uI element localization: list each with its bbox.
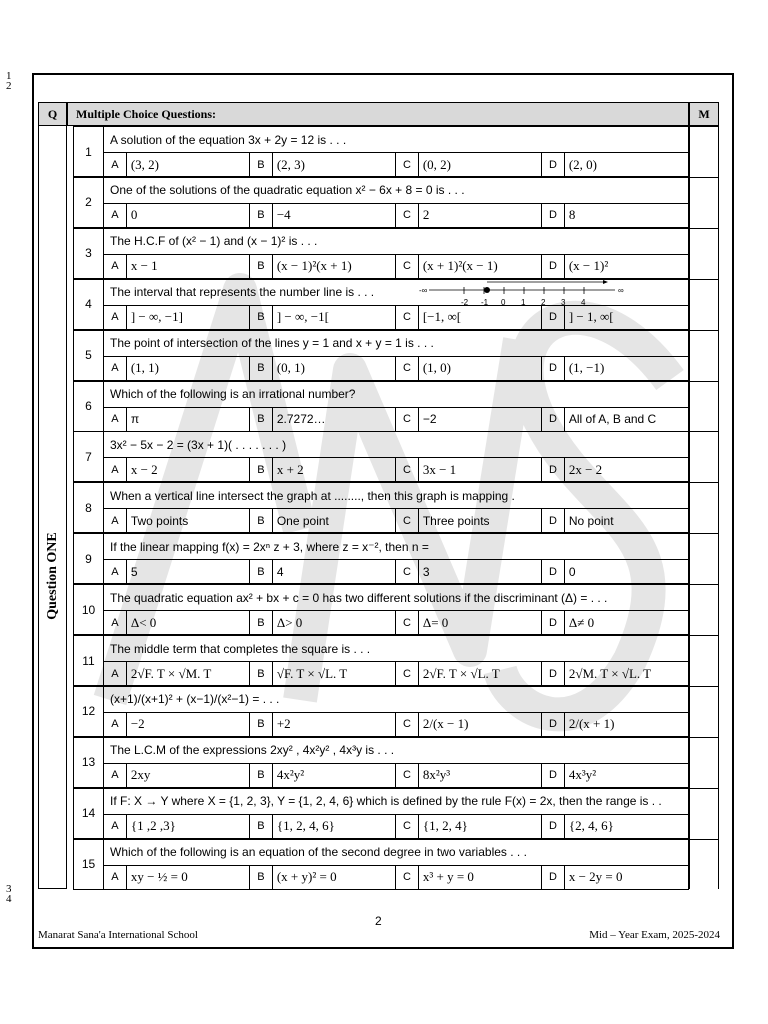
option-letter: C [396,306,419,329]
question-stem: (x+1)/(x+1)² + (x−1)/(x²−1) = . . . [104,686,689,712]
option-value[interactable]: ] − ∞, −1[ [273,306,396,329]
number-line-tick-label: 3 [561,298,566,307]
number-line-right-label: ∞ [618,286,624,295]
options-row [104,152,689,177]
option-letter: B [250,153,273,176]
option-value[interactable]: 4x²y² [273,764,396,787]
mark-cell [689,126,719,177]
option-value[interactable]: All of A, B and C [568,412,657,426]
question-stem: The middle term that completes the square is . . . [104,635,689,661]
option-value[interactable]: xy − ½ = 0 [127,866,250,889]
question-row [73,177,719,228]
question-row [73,839,719,890]
option-value[interactable]: x − 2 [127,458,250,481]
option-letter: B [250,713,273,736]
option-letter: B [250,815,273,838]
option-value[interactable]: −2 [127,713,250,736]
margin-mark-2: 2 [6,80,12,92]
option-value[interactable]: Δ< 0 [127,611,250,634]
question-stem: 3x² − 5x − 2 = (3x + 1)( . . . . . . . ) [104,431,689,457]
option-value[interactable]: {1, 2, 4, 6} [273,815,396,838]
option-letter: A [104,306,127,329]
margin-mark-1: 1 [6,70,12,82]
mark-cell [689,533,719,584]
option-value[interactable]: (1, 0) [419,357,542,380]
option-value[interactable]: 2.7272… [273,408,396,431]
question-row [73,737,719,788]
options-row [104,457,689,482]
option-value[interactable]: No point [568,513,614,528]
option-value[interactable]: (2, 3) [273,153,396,176]
mark-cell [689,635,719,686]
option-value[interactable]: 2/(x − 1) [419,713,542,736]
option-letter: B [250,306,273,329]
option-letter: C [396,357,419,380]
mark-cell [689,381,719,432]
margin-mark-3: 3 [6,883,12,895]
option-letter: A [104,204,127,227]
option-value[interactable]: x − 2y = 0 [568,869,623,885]
option-value[interactable]: Three points [419,509,542,532]
mark-cell [689,788,719,839]
option-value[interactable]: 2 [419,204,542,227]
option-letter: D [542,204,565,227]
question-row [73,686,719,737]
option-value[interactable]: (1, 1) [127,357,250,380]
options-row [104,559,689,584]
number-line-tick-label: 4 [581,298,586,307]
option-letter: B [250,408,273,431]
question-number: 11 [73,635,104,686]
options-row [104,763,689,788]
question-stem: Which of the following is an equation of the second degree in two variables . . . [104,839,689,865]
option-letter: C [396,713,419,736]
option-letter: A [104,866,127,889]
options-row [104,254,689,279]
option-value[interactable]: π [127,408,250,431]
option-letter: C [396,764,419,787]
footer-exam: Mid – Year Exam, 2025-2024 [589,929,720,941]
option-letter: A [104,662,127,685]
option-letter: A [104,509,127,532]
question-number: 2 [73,177,104,228]
header-m: M [698,106,710,121]
option-letter: A [104,815,127,838]
option-letter: D [542,560,565,583]
option-value[interactable]: x − 1 [127,255,250,278]
option-value[interactable]: 0 [127,204,250,227]
option-letter: D [542,815,565,838]
option-value[interactable]: (0, 2) [419,153,542,176]
options-row [104,203,689,228]
option-letter: A [104,153,127,176]
option-letter: C [396,458,419,481]
option-letter: A [104,713,127,736]
option-value[interactable]: 8 [568,207,576,223]
option-letter: B [250,204,273,227]
number-line-figure [415,279,630,311]
option-value[interactable]: 2x − 2 [568,461,603,477]
option-value[interactable]: {1 ,2 ,3} [127,815,250,838]
option-value[interactable]: 4x³y² [568,767,597,783]
option-letter: C [396,560,419,583]
mark-cell [689,737,719,788]
question-number: 4 [73,279,104,330]
header-title: Multiple Choice Questions: [76,106,216,121]
option-value[interactable]: {1, 2, 4} [419,815,542,838]
options-row [104,712,689,737]
options-row [104,814,689,839]
option-value[interactable]: 2xy [127,764,250,787]
options-row [104,356,689,381]
options-row [104,865,689,890]
section-column [38,126,67,889]
question-stem: A solution of the equation 3x + 2y = 12 is . . . [104,126,689,152]
question-row [73,381,719,432]
option-value[interactable]: 8x²y³ [419,764,542,787]
ray-arrow-icon [603,280,608,284]
option-value[interactable]: (1, −1) [568,360,605,376]
number-line-tick-label: -1 [481,298,489,307]
option-value[interactable]: √F. T × √L. T [273,662,396,685]
option-value[interactable]: (0, 1) [273,357,396,380]
option-letter: B [250,764,273,787]
option-value[interactable]: ] − ∞, −1] [127,306,250,329]
options-row [104,661,689,686]
question-number: 9 [73,533,104,584]
option-letter: D [542,458,565,481]
number-line-tick-label: 2 [541,298,546,307]
options-row [104,610,689,635]
option-value[interactable]: −2 [419,408,542,431]
footer-school: Manarat Sana'a International School [38,929,198,941]
question-number: 14 [73,788,104,839]
option-value[interactable]: 2/(x + 1) [568,716,615,732]
question-number: 7 [73,431,104,482]
question-stem: When a vertical line intersect the graph at ........, then this graph is mapping . [104,482,689,508]
question-number: 13 [73,737,104,788]
option-value[interactable]: {2, 4, 6} [568,818,614,834]
option-letter: D [542,764,565,787]
option-value[interactable]: Δ> 0 [273,611,396,634]
number-line-left-label: -∞ [419,286,428,295]
option-letter: C [396,611,419,634]
option-letter: B [250,866,273,889]
header-title-cell [67,102,689,126]
option-value[interactable]: ] − 1, ∞[ [568,309,614,325]
option-letter: D [542,357,565,380]
option-letter: A [104,357,127,380]
option-letter: D [542,713,565,736]
header-q: Q [47,106,58,121]
option-letter: D [542,866,565,889]
option-letter: D [542,153,565,176]
option-letter: A [104,611,127,634]
option-letter: B [250,611,273,634]
question-number: 5 [73,330,104,381]
option-letter: C [396,662,419,685]
mark-cell [689,228,719,279]
option-letter: B [250,509,273,532]
mark-cell [689,431,719,482]
option-value[interactable]: 3 [419,560,542,583]
option-value[interactable]: Two points [127,509,250,532]
option-letter: A [104,458,127,481]
option-letter: C [396,408,419,431]
option-letter: A [104,408,127,431]
options-row [104,407,689,432]
option-letter: A [104,560,127,583]
option-value[interactable]: x + 2 [273,458,396,481]
option-value[interactable]: 2√F. T × √L. T [419,662,542,685]
question-row [73,126,719,177]
mark-cell [689,686,719,737]
option-letter: B [250,458,273,481]
question-number: 8 [73,482,104,533]
question-number: 1 [73,126,104,177]
options-row [104,508,689,533]
option-letter: D [542,408,565,431]
mark-cell [689,177,719,228]
mark-cell [689,584,719,635]
option-value[interactable]: 4 [273,560,396,583]
option-letter: D [542,255,565,278]
option-letter: D [542,662,565,685]
option-letter: D [542,306,565,329]
question-row [73,788,719,839]
number-line-tick-label: 1 [521,298,526,307]
option-letter: B [250,662,273,685]
question-stem: If the linear mapping f(x) = 2xⁿ z + 3, where z = x⁻², then n = [104,533,689,559]
mark-cell [689,839,719,890]
question-number: 6 [73,381,104,432]
question-stem: If F: X → Y where X = {1, 2, 3}, Y = {1, 2, 4, 6} which is defined by the rule F(x) = 2x, then the range is . . [104,788,689,814]
page-number: 2 [375,914,382,928]
option-value[interactable]: 5 [127,560,250,583]
option-letter: C [396,509,419,532]
question-row [73,228,719,279]
option-letter: B [250,255,273,278]
option-value[interactable]: [−1, ∞[ [419,306,542,329]
question-row [73,635,719,686]
margin-mark-4: 4 [6,893,12,905]
option-value[interactable]: x³ + y = 0 [419,866,542,889]
option-value[interactable]: Δ= 0 [419,611,542,634]
option-value[interactable]: −4 [273,204,396,227]
header-m-cell [689,102,719,126]
question-stem: Which of the following is an irrational number? [104,381,689,407]
mark-cell [689,279,719,330]
question-stem: One of the solutions of the quadratic equation x² − 6x + 8 = 0 is . . . [104,177,689,203]
question-stem: The H.C.F of (x² − 1) and (x − 1)² is . . . [104,228,689,254]
question-row [73,330,719,381]
option-letter: C [396,815,419,838]
option-letter: C [396,153,419,176]
question-stem: The point of intersection of the lines y = 1 and x + y = 1 is . . . [104,330,689,356]
question-row [73,431,719,482]
option-value[interactable]: (x − 1)²(x + 1) [273,255,396,278]
question-number: 15 [73,839,104,890]
header-q-cell [38,102,67,126]
question-number: 10 [73,584,104,635]
option-letter: D [542,509,565,532]
question-number: 12 [73,686,104,737]
number-line-tick-label: -2 [461,298,469,307]
mark-cell [689,330,719,381]
option-value[interactable]: 0 [568,564,576,579]
question-stem: The quadratic equation ax² + bx + c = 0 has two different solutions if the discriminant (Δ) = . . . [104,584,689,610]
option-value[interactable]: Δ≠ 0 [568,614,595,630]
question-stem: The L.C.M of the expressions 2xy² , 4x²y² , 4x³y is . . . [104,737,689,763]
number-line-point [484,287,490,293]
option-value[interactable]: (x − 1)² [568,258,609,274]
question-row [73,584,719,635]
option-value[interactable]: (3, 2) [127,153,250,176]
option-letter: A [104,764,127,787]
option-letter: A [104,255,127,278]
section-label: Question ONE [45,532,60,620]
option-value[interactable]: One point [273,509,396,532]
question-row [73,533,719,584]
option-value[interactable]: 2√F. T × √M. T [127,662,250,685]
question-number: 3 [73,228,104,279]
question-stem: The interval that represents the number line is . . . [104,279,689,305]
option-letter: C [396,204,419,227]
question-row [73,482,719,533]
option-value[interactable]: (x + 1)²(x − 1) [419,255,542,278]
option-value[interactable]: (x + y)² = 0 [273,866,396,889]
option-letter: D [542,611,565,634]
option-letter: B [250,560,273,583]
option-letter: B [250,357,273,380]
option-letter: C [396,255,419,278]
option-value[interactable]: (2, 0) [568,156,598,172]
option-letter: C [396,866,419,889]
number-line-tick-label: 0 [501,298,506,307]
mark-cell [689,482,719,533]
option-value[interactable]: 2√M. T × √L. T [568,665,652,681]
option-value[interactable]: +2 [273,713,396,736]
option-value[interactable]: 3x − 1 [419,458,542,481]
